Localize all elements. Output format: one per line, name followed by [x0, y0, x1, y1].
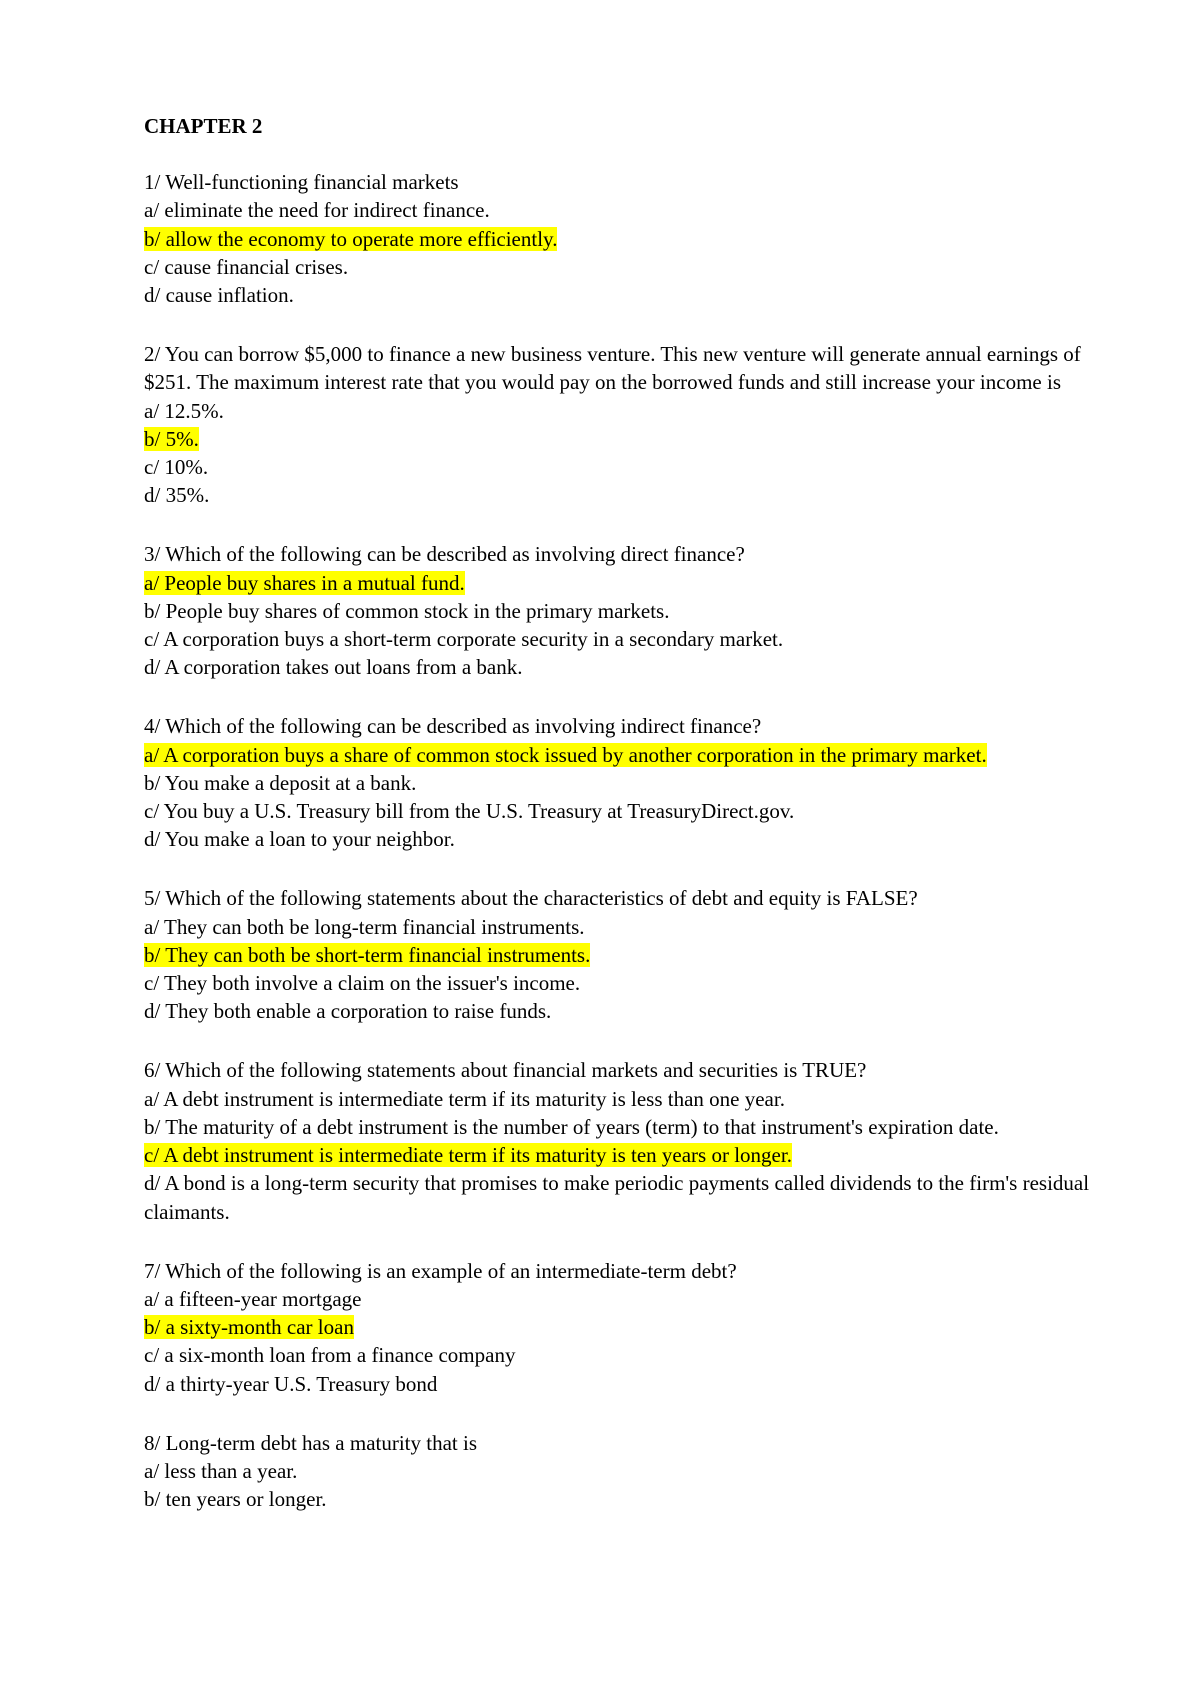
question-stem: 2/ You can borrow $5,000 to finance a new business venture. This new venture will generate annual earnings of $251. The maximum interest rate that you would pay on the borrowed funds and still increase your income is: [144, 342, 1081, 395]
answer-option: a/ eliminate the need for indirect finance.: [144, 198, 490, 223]
answer-option: d/ 35%.: [144, 483, 210, 508]
answer-option: c/ A corporation buys a short-term corporate security in a secondary market.: [144, 627, 784, 652]
chapter-title: CHAPTER 2: [144, 114, 263, 138]
answer-option: c/ cause financial crises.: [144, 254, 349, 279]
question-stem: 6/ Which of the following statements about financial markets and securities is TRUE?: [144, 1058, 867, 1083]
answer-option: a/ 12.5%.: [144, 398, 224, 423]
answer-option: [144, 741, 1090, 769]
answer-option: c/ You buy a U.S. Treasury bill from the U.S. Treasury at TreasuryDirect.gov.: [144, 799, 795, 824]
question-5: [144, 884, 1090, 1025]
question-list: [144, 168, 1090, 1513]
answer-option: d/ You make a loan to your neighbor.: [144, 827, 455, 852]
answer-option: d/ They both enable a corporation to raise funds.: [144, 999, 552, 1024]
question-stem: 7/ Which of the following is an example of an intermediate-term debt?: [144, 1258, 737, 1283]
highlighted-answer: b/ 5%.: [144, 426, 199, 451]
question-6: [144, 1056, 1090, 1225]
answer-option: c/ 10%.: [144, 455, 209, 480]
answer-option: c/ a six-month loan from a finance company: [144, 1343, 516, 1368]
answer-option: a/ A debt instrument is intermediate term if its maturity is less than one year.: [144, 1086, 785, 1111]
answer-option: a/ a fifteen-year mortgage: [144, 1286, 362, 1311]
question-2: [144, 340, 1090, 509]
answer-option: d/ cause inflation.: [144, 283, 294, 308]
question-4: [144, 712, 1090, 853]
document-page: [144, 112, 1090, 1544]
answer-option: [144, 1313, 1090, 1341]
highlighted-answer: c/ A debt instrument is intermediate term if its maturity is ten years or longer.: [144, 1143, 792, 1168]
question-1: [144, 168, 1090, 309]
answer-option: b/ ten years or longer.: [144, 1487, 327, 1512]
question-stem: 8/ Long-term debt has a maturity that is: [144, 1430, 478, 1455]
highlighted-answer: a/ A corporation buys a share of common stock issued by another corporation in the primary market.: [144, 742, 987, 767]
answer-option: a/ less than a year.: [144, 1458, 298, 1483]
answer-option: [144, 225, 1090, 253]
answer-option: [144, 941, 1090, 969]
answer-option: [144, 1141, 1090, 1169]
question-3: [144, 540, 1090, 681]
answer-option: [144, 569, 1090, 597]
answer-option: c/ They both involve a claim on the issuer's income.: [144, 971, 581, 996]
answer-option: a/ They can both be long-term financial instruments.: [144, 914, 585, 939]
highlighted-answer: b/ a sixty-month car loan: [144, 1315, 354, 1340]
answer-option: d/ A bond is a long-term security that promises to make periodic payments called dividends to the firm's residual claimants.: [144, 1171, 1090, 1224]
highlighted-answer: b/ allow the economy to operate more efficiently.: [144, 226, 558, 251]
answer-option: b/ People buy shares of common stock in the primary markets.: [144, 598, 670, 623]
question-7: [144, 1257, 1090, 1398]
answer-option: d/ a thirty-year U.S. Treasury bond: [144, 1371, 438, 1396]
question-stem: 3/ Which of the following can be described as involving direct finance?: [144, 542, 745, 567]
highlighted-answer: b/ They can both be short-term financial instruments.: [144, 942, 591, 967]
answer-option: d/ A corporation takes out loans from a bank.: [144, 655, 523, 680]
answer-option: b/ The maturity of a debt instrument is the number of years (term) to that instrument's expiration date.: [144, 1114, 999, 1139]
answer-option: [144, 425, 1090, 453]
question-stem: 4/ Which of the following can be described as involving indirect finance?: [144, 714, 762, 739]
highlighted-answer: a/ People buy shares in a mutual fund.: [144, 570, 465, 595]
question-stem: 1/ Well-functioning financial markets: [144, 170, 459, 195]
question-8: [144, 1429, 1090, 1514]
answer-option: b/ You make a deposit at a bank.: [144, 770, 417, 795]
question-stem: 5/ Which of the following statements about the characteristics of debt and equity is FALSE?: [144, 886, 918, 911]
